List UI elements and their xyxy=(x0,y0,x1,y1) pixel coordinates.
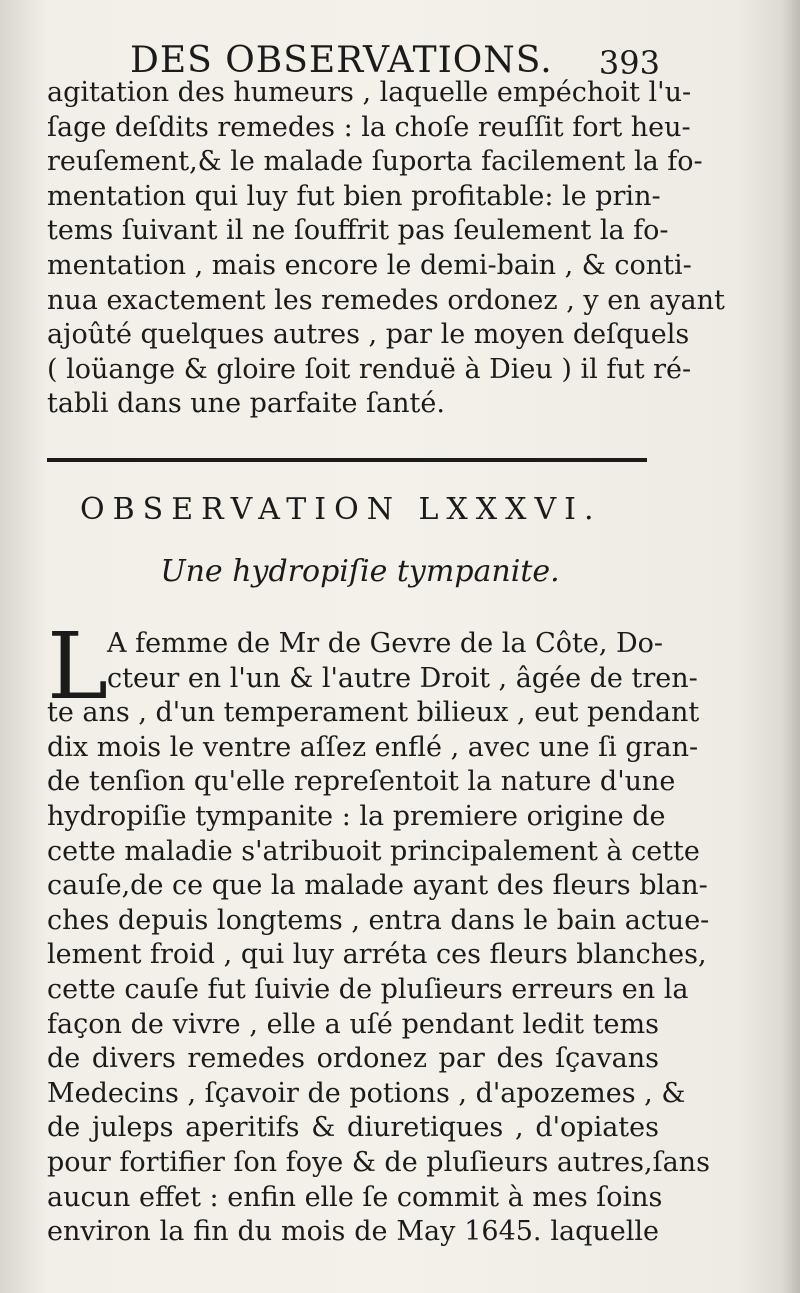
text-line: nua exactement les remedes ordonez , y en ayant xyxy=(47,284,725,316)
text-line: A femme de Mr de Gevre de la Côte, Do- xyxy=(107,628,664,659)
text-line: de juleps aperitifs & diuretiques , d'opiates xyxy=(47,1112,659,1144)
page-edge-shadow xyxy=(782,0,800,1293)
text-line: environ la fin du mois de May 1645. laquelle xyxy=(47,1216,659,1248)
text-line: agitation des humeurs , laquelle empéchoit l'u- xyxy=(47,77,692,108)
text-line: ajoûté quelques autres , par le moyen deſquels xyxy=(47,319,690,351)
running-title: DES OBSERVATIONS. xyxy=(130,40,553,81)
drop-cap: L xyxy=(47,613,109,720)
text-line: dix mois le ventre aſſez enflé , avec une ſi gran- xyxy=(47,731,699,763)
text-line: pour fortifier ſon foye & de pluſieurs autres,ſans xyxy=(47,1146,710,1178)
text-line: reuſement,& le malade ſuporta facilement la fo- xyxy=(47,146,703,178)
text-line: mentation qui luy fut bien profitable: le prin- xyxy=(47,180,661,212)
text-line: ( loüange & gloire ſoit renduë à Dieu ) il fut ré- xyxy=(47,353,692,385)
top-paragraph xyxy=(47,76,725,422)
main-paragraph xyxy=(47,627,710,1250)
text-line: aucun effet : enfin elle ſe commit à mes ſoins xyxy=(47,1181,663,1213)
text-line: tabli dans une parfaite ſanté. xyxy=(47,388,445,420)
text-line: tems ſuivant il ne ſouffrit pas ſeulement la fo- xyxy=(47,215,669,247)
section-divider-rule xyxy=(47,458,647,462)
text-line: mentation , mais encore le demi-bain , & conti- xyxy=(47,249,692,281)
text-line: cette cauſe fut ſuivie de pluſieurs erreurs en la xyxy=(47,973,689,1005)
page-number: 393 xyxy=(598,44,660,82)
text-line: cteur en l'un & l'autre Droit , âgée de tren- xyxy=(107,662,698,694)
observation-heading: OBSERVATION LXXXVI. xyxy=(80,492,602,527)
text-line: cauſe,de ce que la malade ayant des fleurs blan- xyxy=(47,870,708,902)
text-line: Medecins , ſçavoir de potions , d'apozemes , & xyxy=(47,1077,686,1109)
text-line: de divers remedes ordonez par des ſçavans xyxy=(47,1043,659,1075)
text-line: hydropiſie tympanite : la premiere origine de xyxy=(47,800,666,832)
text-line: te ans , d'un temperament bilieux , eut pendant xyxy=(47,697,700,729)
observation-subtitle: Une hydropiſie tympanite. xyxy=(160,554,560,589)
text-line: ches depuis longtems , entra dans le bain actue- xyxy=(47,904,710,936)
text-line: de tenſion qu'elle repreſentoit la nature d'une xyxy=(47,766,676,798)
text-line: façon de vivre , elle a uſé pendant ledit tems xyxy=(47,1008,659,1040)
text-line: cette maladie s'atribuoit principalement à cette xyxy=(47,835,700,867)
text-line: lement froid , qui luy arréta ces fleurs blanches, xyxy=(47,939,707,971)
text-line: ſage deſdits remedes : la choſe reuſſit fort heu- xyxy=(47,111,691,143)
